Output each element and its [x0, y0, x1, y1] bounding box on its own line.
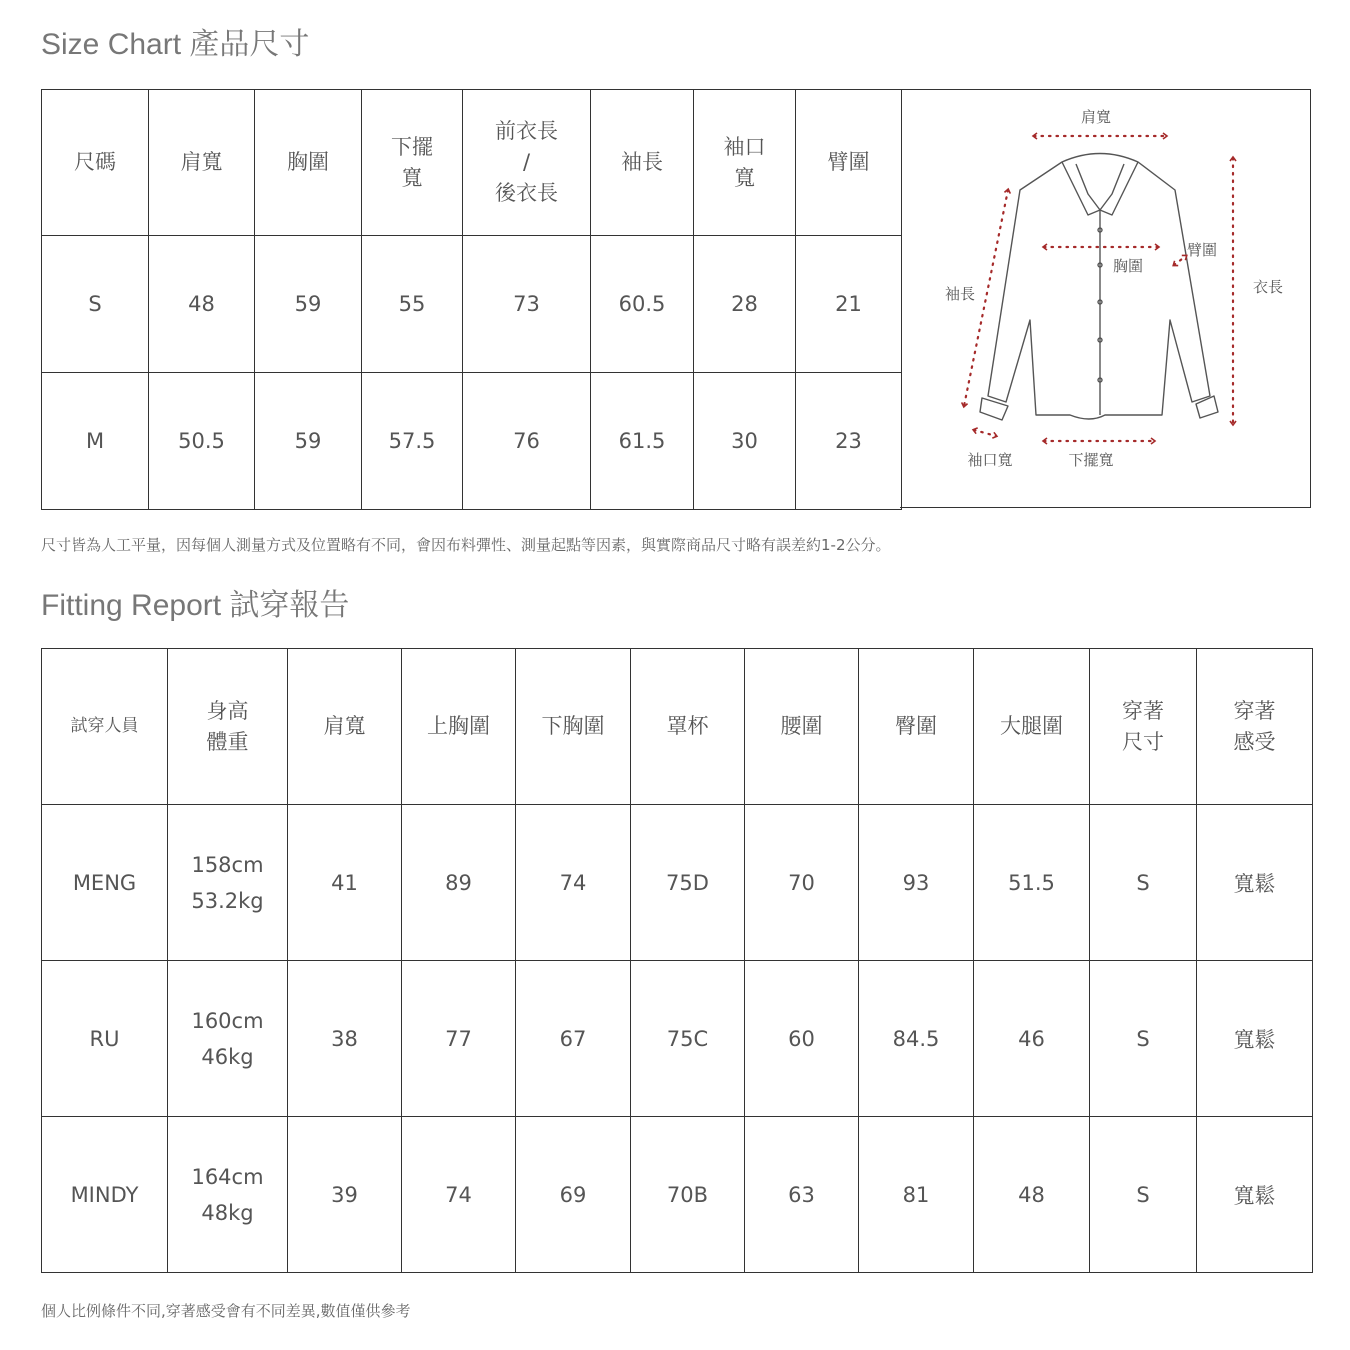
diagram-label-cuff: 袖口寬 [967, 451, 1013, 469]
header-hip: 臀圍 [859, 649, 974, 805]
table-cell: S [1090, 961, 1197, 1117]
table-cell: 寬鬆 [1197, 805, 1313, 961]
arm-measure-line [1174, 256, 1186, 265]
table-cell: 76 [463, 373, 591, 510]
header-chest: 胸圍 [255, 90, 362, 236]
size-chart-header-row [42, 90, 902, 236]
table-cell: 51.5 [974, 805, 1090, 961]
table-row [42, 236, 902, 373]
table-cell: 48 [974, 1117, 1090, 1273]
diagram-label-shoulder: 肩寬 [1080, 108, 1112, 126]
shirt-outline-icon [980, 154, 1218, 421]
table-cell: 73 [463, 236, 591, 373]
header-shoulder: 肩寬 [149, 90, 255, 236]
fitting-header-row [42, 649, 1313, 805]
header-thigh: 大腿圍 [974, 649, 1090, 805]
table-cell: 77 [402, 961, 516, 1117]
table-cell: 70B [631, 1117, 745, 1273]
diagram-label-sleeve: 袖長 [944, 285, 976, 303]
table-cell: 74 [402, 1117, 516, 1273]
table-cell: 59 [255, 373, 362, 510]
table-cell: 84.5 [859, 961, 974, 1117]
header-height-weight: 身高 體重 [168, 649, 288, 805]
header-feeling: 穿著 感受 [1197, 649, 1313, 805]
table-cell: 89 [402, 805, 516, 961]
table-cell: MINDY [42, 1117, 168, 1273]
header-shoulder: 肩寬 [288, 649, 402, 805]
header-sleeve: 袖長 [591, 90, 694, 236]
table-cell: 61.5 [591, 373, 694, 510]
table-cell: 59 [255, 236, 362, 373]
table-cell: 160cm 46kg [168, 961, 288, 1117]
table-cell: 60.5 [591, 236, 694, 373]
table-cell: M [42, 373, 149, 510]
table-cell: 38 [288, 961, 402, 1117]
diagram-label-hem: 下擺寬 [1068, 451, 1114, 469]
header-hem: 下擺 寬 [362, 90, 463, 236]
table-cell: 57.5 [362, 373, 463, 510]
table-cell: 28 [694, 236, 796, 373]
shirt-measurement-diagram [900, 89, 1311, 508]
header-upper-bust: 上胸圍 [402, 649, 516, 805]
header-tester: 試穿人員 [42, 649, 168, 805]
header-cuff: 袖口 寬 [694, 90, 796, 236]
table-cell: 164cm 48kg [168, 1117, 288, 1273]
shirt-diagram-svg [900, 90, 1311, 509]
table-row [42, 961, 1313, 1117]
table-cell: 55 [362, 236, 463, 373]
table-cell: 23 [796, 373, 902, 510]
table-cell: 158cm 53.2kg [168, 805, 288, 961]
table-cell: S [42, 236, 149, 373]
size-chart-title: Size Chart 產品尺寸 [41, 28, 310, 61]
table-cell: 75D [631, 805, 745, 961]
fitting-report-table [41, 648, 1313, 1273]
fitting-report-title: Fitting Report 試穿報告 [41, 589, 350, 622]
table-cell: 寬鬆 [1197, 1117, 1313, 1273]
diagram-label-length: 衣長 [1252, 278, 1284, 296]
size-chart-table [41, 89, 902, 510]
table-cell: RU [42, 961, 168, 1117]
header-size: 尺碼 [42, 90, 149, 236]
table-cell: 70 [745, 805, 859, 961]
table-cell: 21 [796, 236, 902, 373]
table-cell: 74 [516, 805, 631, 961]
table-cell: 寬鬆 [1197, 961, 1313, 1117]
table-cell: 50.5 [149, 373, 255, 510]
table-row [42, 1117, 1313, 1273]
header-length: 前衣長 / 後衣長 [463, 90, 591, 236]
table-cell: MENG [42, 805, 168, 961]
table-row [42, 373, 902, 510]
table-cell: 93 [859, 805, 974, 961]
table-cell: 46 [974, 961, 1090, 1117]
table-cell: 81 [859, 1117, 974, 1273]
diagram-label-chest: 胸圍 [1112, 257, 1144, 275]
table-cell: 75C [631, 961, 745, 1117]
table-cell: 39 [288, 1117, 402, 1273]
header-waist: 腰圍 [745, 649, 859, 805]
table-cell: S [1090, 805, 1197, 961]
table-cell: 30 [694, 373, 796, 510]
header-under-bust: 下胸圍 [516, 649, 631, 805]
header-arm: 臂圍 [796, 90, 902, 236]
table-cell: 41 [288, 805, 402, 961]
diagram-label-arm: 臂圍 [1186, 241, 1218, 259]
header-worn-size: 穿著 尺寸 [1090, 649, 1197, 805]
size-chart-note: 尺寸皆為人工平量，因每個人測量方式及位置略有不同，會因布料彈性、測量起點等因素，與實際商品尺寸略有誤差約1-2公分。 [41, 536, 891, 554]
table-cell: 60 [745, 961, 859, 1117]
header-cup: 罩杯 [631, 649, 745, 805]
fitting-report-note: 個人比例條件不同,穿著感受會有不同差異,數值僅供參考 [41, 1302, 411, 1320]
table-row [42, 805, 1313, 961]
table-cell: S [1090, 1117, 1197, 1273]
cuff-measure-line [974, 430, 996, 436]
table-cell: 67 [516, 961, 631, 1117]
table-cell: 69 [516, 1117, 631, 1273]
table-cell: 48 [149, 236, 255, 373]
table-cell: 63 [745, 1117, 859, 1273]
